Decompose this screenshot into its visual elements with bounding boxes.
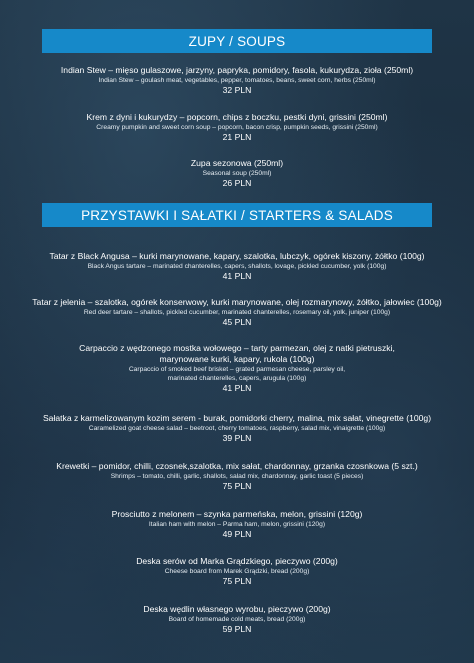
item-name-en: Red deer tartare – shallots, pickled cucumber, marinated chanterelles, rosemary oil, yolk, juniper (100g) xyxy=(83,309,391,316)
item-name-en: Board of homemade cold meats, bread (200g) xyxy=(168,616,306,623)
menu-item-cold-meats-board xyxy=(0,604,474,635)
item-price: 41 PLN xyxy=(222,383,252,393)
menu-item-seasonal-soup xyxy=(0,158,474,189)
menu-item-cheese-board xyxy=(0,556,474,587)
item-name-pl: Krewetki – pomidor, chilli, czosnek,szalotka, mix sałat, chardonnay, grzanka czosnkowa (5 szt.) xyxy=(56,461,418,471)
item-name-pl: Carpaccio z wędzonego mostka wołowego – tarty parmezan, olej z natki pietruszki, xyxy=(79,343,395,353)
menu-item-brisket-carpaccio xyxy=(0,343,474,394)
item-price: 26 PLN xyxy=(222,178,252,188)
item-name-en: Creamy pumpkin and sweet corn soup – popcorn, bacon crisp, pumpkin seeds, grissini (250ml) xyxy=(96,124,378,131)
item-name-en: Shrimps – tomato, chilli, garlic, shallots, salad mix, chardonnay, garlic toast (5 pieces) xyxy=(110,473,364,480)
item-price: 49 PLN xyxy=(222,529,252,539)
item-name-pl: Krem z dyni i kukurydzy – popcorn, chips z boczku, pestki dyni, grissini (250ml) xyxy=(86,112,388,122)
item-name-en: Carpaccio of smoked beef brisket – grated parmesan cheese, parsley oil, xyxy=(128,366,346,373)
starters-section-title: PRZYSTAWKI I SAŁATKI / STARTERS & SALADS xyxy=(81,207,393,223)
item-name-en: Seasonal soup (250ml) xyxy=(202,170,272,177)
item-name-en: Italian ham with melon – Parma ham, melon, grissini (120g) xyxy=(148,521,326,528)
item-name-pl: Tatar z jelenia – szalotka, ogórek konserwowy, kurki marynowane, olej rozmarynowy, żółtko, jałowiec (100g) xyxy=(32,297,442,307)
item-name-pl-line-2: marynowane kurki, kapary, rukola (100g) xyxy=(159,354,315,364)
menu-item-goat-cheese-salad xyxy=(0,413,474,444)
item-name-en-line-2: marinated chanterelles, capers, arugula (100g) xyxy=(167,375,307,382)
soups-section-header xyxy=(42,29,432,53)
menu-item-shrimps xyxy=(0,461,474,492)
item-name-pl: Deska serów od Marka Grądzkiego, pieczywo (200g) xyxy=(136,556,338,566)
item-name-pl: Zupa sezonowa (250ml) xyxy=(190,158,284,168)
item-name-en: Black Angus tartare – marinated chanterelles, capers, shallots, lovage, pickled cucumber, yolk (100g) xyxy=(87,263,387,270)
menu-item-indian-stew xyxy=(0,65,474,96)
item-price: 39 PLN xyxy=(222,433,252,443)
item-name-en: Cheese board from Marek Grądzki, bread (200g) xyxy=(164,568,310,575)
menu-item-deer-tartare xyxy=(0,297,474,328)
item-name-pl: Deska wędlin własnego wyrobu, pieczywo (200g) xyxy=(143,604,331,614)
item-name-pl: Prosciutto z melonem – szynka parmeńska, melon, grissini (120g) xyxy=(111,509,363,519)
menu-item-angus-tartare xyxy=(0,251,474,282)
menu-item-pumpkin-soup xyxy=(0,112,474,143)
item-name-pl: Sałatka z karmelizowanym kozim serem - burak, pomidorki cherry, malina, mix sałat, vinegrette (100g) xyxy=(42,413,432,423)
item-name-pl: Tatar z Black Angusa – kurki marynowane, kapary, szalotka, lubczyk, ogórek kiszony, żółtko (100g) xyxy=(49,251,425,261)
item-name-pl: Indian Stew – mięso gulaszowe, jarzyny, papryka, pomidory, fasola, kukurydza, zioła (250ml) xyxy=(60,65,414,75)
item-price: 21 PLN xyxy=(222,132,252,142)
item-price: 32 PLN xyxy=(222,85,252,95)
item-name-en: Indian Stew – goulash meat, vegetables, pepper, tomatoes, beans, sweet corn, herbs (250ml) xyxy=(98,77,376,84)
item-price: 45 PLN xyxy=(222,317,252,327)
menu-item-prosciutto-melon xyxy=(0,509,474,540)
item-price: 59 PLN xyxy=(222,624,252,634)
starters-section-header xyxy=(42,203,432,227)
item-name-en: Caramelized goat cheese salad – beetroot, cherry tomatoes, raspberry, salad mix, vinaigrette (100g) xyxy=(88,425,386,432)
soups-section-title: ZUPY / SOUPS xyxy=(188,33,286,49)
item-price: 41 PLN xyxy=(222,271,252,281)
item-price: 75 PLN xyxy=(222,576,252,586)
item-price: 75 PLN xyxy=(222,481,252,491)
